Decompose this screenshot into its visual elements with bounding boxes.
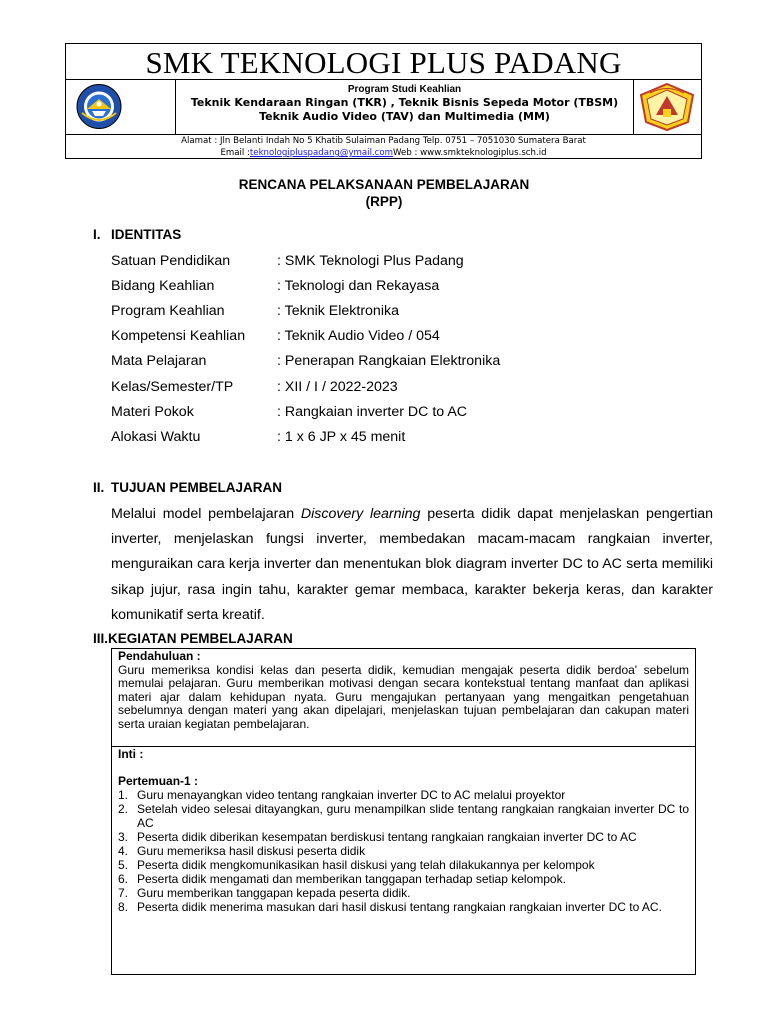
section-identitas-heading [93,227,181,242]
identity-value: : SMK Teknologi Plus Padang [277,253,464,269]
section-kegiatan-heading [93,631,293,646]
section-title: KEGIATAN PEMBELAJARAN [108,631,293,646]
identity-value: : Teknik Audio Video / 054 [277,328,440,344]
step-text: Guru memeriksa hasil diskusi peserta didik [137,844,366,858]
list-item [118,788,689,802]
section-number: II. [93,480,105,495]
objective-text-end: peserta didik dapat menjelaskan pengertian inverter, menjelaskan fungsi inverter, membedakan macam-macam rangkaian inverter, menguraikan cara kerja inverter dan menentukan blok diagram inverter DC to AC serta memiliki sikap jujur, rasa ingin tahu, karakter gemar membaca, karakter bekerja keras, dan karakter komunikatif serta kreatif. [111,506,714,623]
step-number: 3. [118,830,129,844]
school-name: SMK TEKNOLOGI PLUS PADANG [66,44,701,80]
step-number: 1. [118,788,129,802]
identity-value: : 1 x 6 JP x 45 menit [277,429,406,445]
step-number: 8. [118,900,129,914]
identity-value: : Teknik Elektronika [277,303,399,319]
learning-objective-paragraph [111,502,713,628]
identity-label: Program Keahlian [111,303,225,319]
list-item [118,858,689,872]
identity-label: Materi Pokok [111,404,194,420]
section-title: IDENTITAS [111,227,182,242]
step-text: Peserta didik mengkomunikasikan hasil diskusi yang telah dilakukannya per kelompok [137,858,595,872]
ministry-logo [66,80,176,134]
step-text: Guru menayangkan video tentang rangkaian inverter DC to AC melalui proyektor [137,788,566,802]
program-line-2: Teknik Audio Video (TAV) dan Multimedia (MM) [259,109,550,123]
identity-label: Alokasi Waktu [111,429,201,445]
identity-value: : Teknologi dan Rekayasa [277,278,440,294]
email-label: Email : [220,148,250,158]
step-number: 4. [118,844,129,858]
program-studi-label: Program Studi Keahlian [347,84,462,95]
identity-label: Satuan Pendidikan [111,253,231,269]
identity-value: : XII / I / 2022-2023 [277,379,398,395]
section-tujuan-heading [93,480,282,495]
identity-label: Kompetensi Keahlian [111,328,246,344]
step-number: 7. [118,886,129,900]
contact-line [66,147,701,159]
inti-box [111,747,696,975]
school-logo [633,80,701,134]
letterhead [65,43,702,159]
tut-wuri-handayani-icon [73,83,125,130]
identity-label: Bidang Keahlian [111,278,215,294]
identity-value: : Penerapan Rangkaian Elektronika [277,353,501,369]
section-number: III. [93,631,109,646]
document-subtitle: (RPP) [365,194,403,209]
pendahuluan-heading: Pendahuluan : [118,649,201,663]
step-text: Peserta didik mengamati dan memberikan tanggapan terhadap setiap kelompok. [137,872,566,886]
objective-model-name: Discovery learning [300,506,421,522]
email-link[interactable]: teknologipluspadang@ymail.com [249,148,394,158]
list-item [118,900,689,914]
list-item [118,830,689,844]
letterhead-middle [66,80,701,135]
school-emblem-icon [638,82,696,132]
pendahuluan-text: Guru memeriksa kondisi kelas dan peserta didik, kemudian mengajak peserta didik berdoa' sebelum memulai pelajaran. Guru memberikan motivasi dengan secara kontekstual tentang manfaat dan aplikasi materi ajar dalam kehidupan nyata. Guru mengajukan pertanyaan yang mengaitkan pengetahuan sebelumnya dengan materi yang akan dipelajari, menjelaskan tujuan pembelajaran dan cakupan materi serta uraian kegiatan pembelajaran. [118,662,689,731]
step-text: Peserta didik menerima masukan dari hasil diskusi tentang rangkaian rangkaian inverter DC to AC. [137,900,662,914]
meeting-heading: Pertemuan-1 : [118,773,199,788]
step-text: Guru memberikan tanggapan kepada peserta didik. [137,886,411,900]
pendahuluan-box [111,648,696,747]
address-block [66,135,701,159]
list-item [118,844,689,858]
step-text: Peserta didik diberikan kesempatan berdiskusi tentang rangkaian rangkaian inverter DC to AC [137,830,637,844]
section-number: I. [93,227,101,242]
website-text: Web : www.smkteknologiplus.sch.id [393,148,547,158]
program-line-1: Teknik Kendaraan Ringan (TKR) , Teknik Bisnis Sepeda Motor (TBSM) [190,96,619,109]
list-item [118,802,689,830]
list-item [118,872,689,886]
identity-value: : Rangkaian inverter DC to AC [277,404,468,420]
identity-label: Mata Pelajaran [111,353,207,369]
step-number: 5. [118,858,129,872]
step-text: Setelah video selesai ditayangkan, guru menampilkan slide tentang rangkaian rangkaian inverter DC to AC [137,802,689,830]
inti-heading: Inti : [118,747,144,761]
identity-label: Kelas/Semester/TP [111,379,234,395]
document-title: RENCANA PELAKSANAAN PEMBELAJARAN [238,177,530,192]
address-line: Alamat : Jln Belanti Indah No 5 Khatib Sulaiman Padang Telp. 0751 – 7051030 Sumatera Barat [181,136,586,146]
program-info [176,83,633,123]
step-number: 2. [118,802,129,816]
list-item [118,886,689,900]
activity-steps-list [118,788,689,914]
objective-text-start: Melalui model pembelajaran [111,506,301,522]
section-title: TUJUAN PEMBELAJARAN [111,480,283,495]
step-number: 6. [118,872,129,886]
